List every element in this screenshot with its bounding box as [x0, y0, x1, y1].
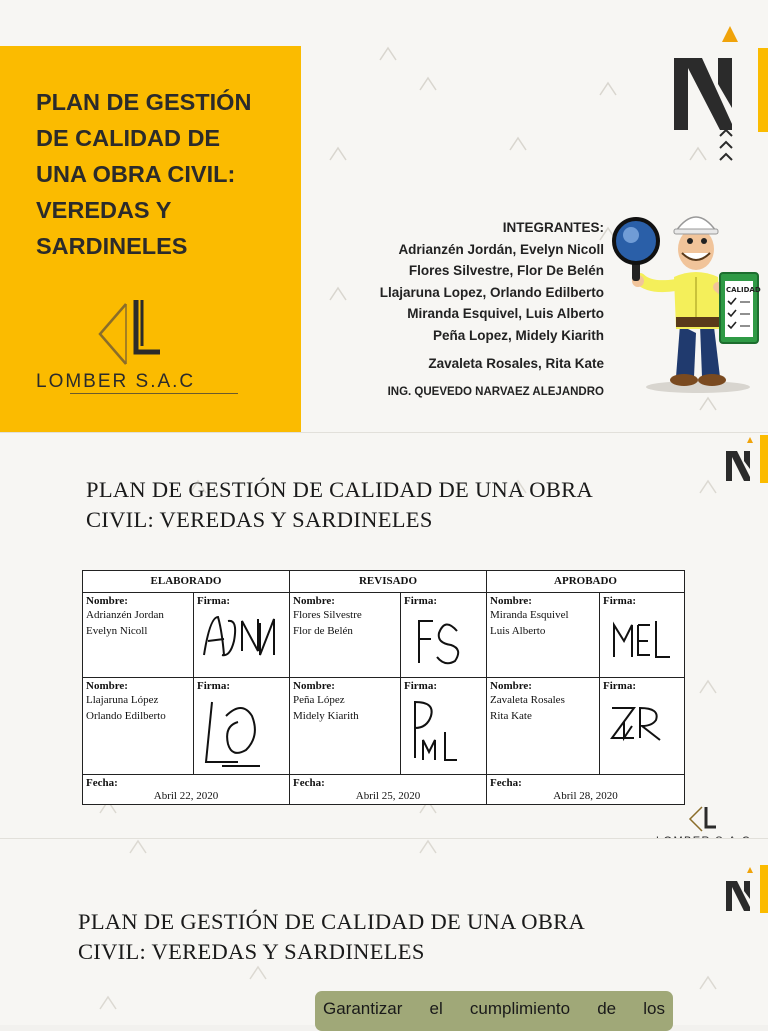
divider: [70, 393, 238, 394]
date-cell: [487, 775, 685, 805]
integrantes-label: INTEGRANTES:: [502, 220, 604, 235]
objective-title-line: PLAN DE GESTIÓN DE CALIDAD DE UNA OBRA: [78, 909, 586, 934]
date-cell: [290, 775, 487, 805]
date-value: Abril 28, 2020: [553, 790, 618, 802]
firma-label: Firma:: [603, 595, 636, 607]
person-name: Rita Kate: [490, 710, 532, 722]
header-aprobado: APROBADO: [487, 571, 685, 593]
name-cell: [290, 678, 401, 775]
date-value: Abril 25, 2020: [355, 790, 421, 802]
signature-cell: [401, 678, 487, 775]
lomber-logo-icon: [688, 805, 728, 835]
cover-title-line: PLAN DE GESTIÓN: [36, 89, 252, 115]
signature: [604, 611, 680, 669]
slide-cover: [0, 0, 768, 432]
member-name: Peña Lopez, Midely Kiarith: [432, 327, 604, 343]
objective-title-line: CIVIL: VEREDAS Y SARDINELES: [78, 939, 425, 964]
person-name: Flor de Belén: [293, 625, 353, 637]
members-list: [380, 217, 604, 375]
person-name: Luis Alberto: [490, 625, 546, 637]
person-name: Orlando Edilberto: [86, 710, 166, 722]
cover-title-line: UNA OBRA CIVIL:: [36, 161, 236, 187]
cover-title-line: SARDINELES: [36, 233, 188, 259]
cover-title-line: DE CALIDAD DE: [36, 125, 221, 151]
table-row: [83, 775, 685, 805]
firma-label: Firma:: [603, 680, 636, 692]
name-cell: [487, 593, 600, 678]
name-cell: [83, 593, 194, 678]
calidad-label: CALIDAD: [726, 286, 761, 294]
member-name: Flores Silvestre, Flor De Belén: [408, 263, 604, 278]
firma-label: Firma:: [404, 680, 437, 692]
firma-label: Firma:: [404, 595, 437, 607]
firma-label: Firma:: [197, 595, 230, 607]
company-name: LOMBER S.A.C: [36, 371, 196, 392]
member-name: Adrianzén Jordán, Evelyn Nicoll: [398, 241, 604, 257]
signature: [405, 611, 481, 669]
name-cell: [83, 678, 194, 775]
engineer-name: ING. QUEVEDO NARVAEZ ALEJANDRO: [387, 386, 604, 398]
table-row: [83, 678, 685, 775]
signature: [198, 696, 284, 770]
signature-cell: [194, 593, 290, 678]
person-name: Llajaruna López: [86, 694, 159, 706]
n-logo-icon: [722, 865, 768, 917]
objective-title: [78, 907, 585, 967]
cover-title-line: VEREDAS Y: [36, 197, 172, 223]
nombre-label: Nombre:: [490, 595, 532, 607]
n-logo-icon: [668, 24, 746, 164]
n-logo-icon: [722, 435, 768, 487]
signature-cell: [600, 678, 685, 775]
approval-title-line: PLAN DE GESTIÓN DE CALIDAD DE UNA OBRA: [86, 477, 594, 502]
approval-title-line: CIVIL: VEREDAS Y SARDINELES: [86, 507, 433, 532]
signature-cell: [194, 678, 290, 775]
approval-table: [82, 570, 685, 805]
engineer-illustration: [610, 205, 765, 397]
header-elaborado: ELABORADO: [83, 571, 290, 593]
signature-cell: [600, 593, 685, 678]
person-name: Miranda Esquivel: [490, 609, 569, 621]
name-cell: [290, 593, 401, 678]
signature-cell: [401, 593, 487, 678]
signature: [604, 696, 680, 756]
fecha-label: Fecha:: [86, 777, 118, 789]
signature: [198, 611, 284, 669]
title-panel: [0, 46, 301, 433]
lomber-logo-icon: [96, 298, 170, 370]
person-name: Midely Kiarith: [293, 710, 359, 722]
fecha-label: Fecha:: [293, 777, 325, 789]
header-revisado: REVISADO: [290, 571, 487, 593]
member-name: Miranda Esquivel, Luis Alberto: [407, 306, 604, 321]
nombre-label: Nombre:: [490, 680, 532, 692]
member-name: Llajaruna Lopez, Orlando Edilberto: [379, 284, 604, 300]
name-cell: [487, 678, 600, 775]
person-name: Adrianzén Jordan: [86, 609, 164, 621]
cover-title: [36, 84, 298, 264]
nombre-label: Nombre:: [86, 595, 128, 607]
signature: [405, 696, 481, 766]
person-name: Peña López: [293, 694, 345, 706]
date-cell: [83, 775, 290, 805]
member-name: Zavaleta Rosales, Rita Kate: [428, 356, 604, 371]
nombre-label: Nombre:: [86, 680, 128, 692]
person-name: Evelyn Nicoll: [86, 625, 148, 637]
slide-objective: [0, 838, 768, 1025]
person-name: Flores Silvestre: [293, 609, 362, 621]
fecha-label: Fecha:: [490, 777, 522, 789]
approval-title: [86, 475, 593, 535]
nombre-label: Nombre:: [293, 680, 335, 692]
date-value: Abril 22, 2020: [153, 790, 219, 802]
nombre-label: Nombre:: [293, 595, 335, 607]
person-name: Zavaleta Rosales: [490, 694, 565, 706]
table-row: [83, 593, 685, 678]
firma-label: Firma:: [197, 680, 230, 692]
slide-approval: [0, 432, 768, 838]
yellow-edge-bar: [758, 48, 768, 132]
objective-box: Garantizar el cumplimiento de los: [315, 991, 673, 1031]
